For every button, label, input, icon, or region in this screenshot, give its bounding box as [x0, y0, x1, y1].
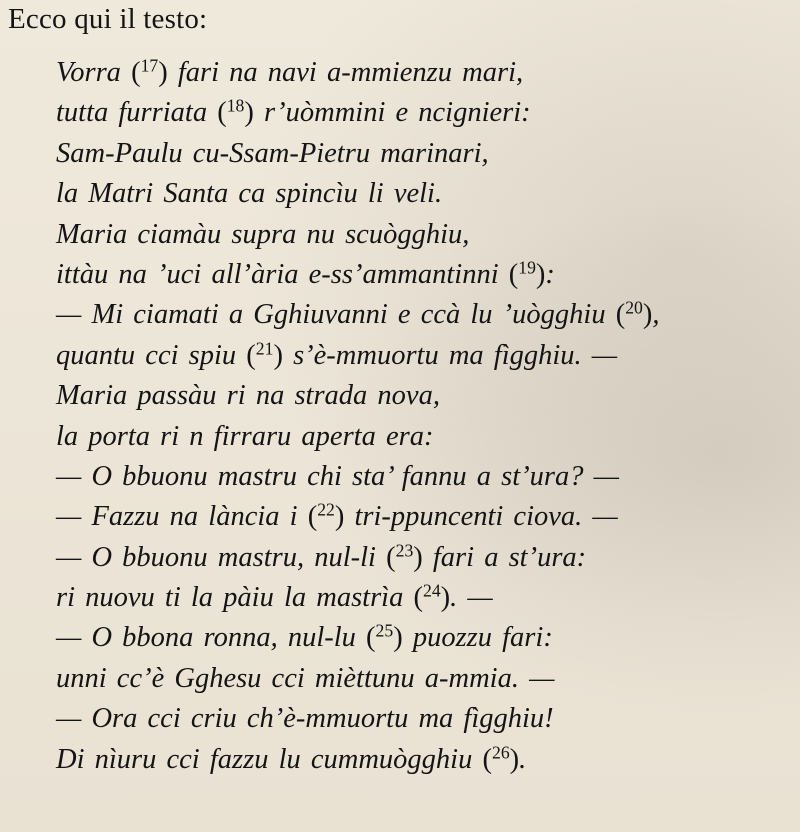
poem-line: — O bbuonu mastru, nul-li ($^{23}$) fari a st’ura: [56, 539, 587, 573]
poem-line-text-end: puozzu fari: [402, 622, 553, 654]
footnote-reference: 22 [317, 499, 335, 520]
poem-line [56, 457, 800, 497]
poem-line-text-end: fari a st’ura: [422, 541, 587, 573]
poem-line [56, 417, 800, 457]
footnote-reference: 24 [422, 580, 441, 601]
poem-line-text-end: s’è-mmuortu ma fìgghiu. — [282, 339, 618, 371]
poem-line-text: unni cc’è Gghesu cci mièttunu a-mmia. — [56, 662, 555, 694]
poem-line-text: — O bbuonu mastru, nul-li [56, 541, 387, 573]
poem-line-text: Maria passàu ri na strada nova, [56, 380, 440, 412]
poem-line-text: tutta furriata [56, 97, 218, 129]
footnote-reference: 26 [491, 741, 510, 762]
poem-line: — O bbona ronna, nul-lu ($^{25}$) puozzu fari: [56, 620, 553, 654]
poem-line [56, 699, 800, 739]
poem-line: ittàu na ’uci all’ària e-ss’ammantinni ($^{19}$): [56, 257, 555, 290]
poem-line: tutta furriata ($^{18}$) r’uòmmini e ncignieri: [56, 95, 531, 129]
poem-line: ri nuovu ti la pàiu la mastrìa ($^{24}$). — [56, 580, 493, 614]
poem-line-text: — Ora cci criu ch’è-mmuortu ma fìgghiu! [56, 703, 554, 735]
footnote-reference: 25 [375, 620, 394, 641]
intro-heading: Ecco qui il testo: [8, 3, 208, 35]
poem-line-text: Maria ciamàu supra nu scuògghiu, [56, 218, 470, 250]
poem-line-text: ittàu na ’uci all’ària e-ss’ammantinni [56, 258, 509, 290]
poem-line: Vorra ($^{17}$) fari na navi a-mmienzu mari, [56, 55, 524, 88]
poem-line-text-end: . [519, 743, 527, 775]
poem-line: — Mi ciamati a Gghiuvanni e ccà lu ’uògghiu ($^{20}$), [56, 297, 660, 331]
footnote-reference: 23 [395, 539, 414, 560]
poem-line [56, 134, 800, 174]
poem-line: — Fazzu na lància i ($^{22}$) tri-ppuncenti ciova. — [56, 499, 618, 533]
poem-line [56, 659, 800, 699]
poem-line-text-end: tri-ppuncenti ciova. — [344, 501, 618, 533]
poem-line-text-end: r’uòmmini e ncignieri: [253, 97, 531, 129]
poem-line [56, 376, 800, 416]
poem-line-text: la porta ri n firraru aperta era: [56, 420, 434, 452]
poem-line [56, 215, 800, 255]
poem-line-text: Di nìuru cci fazzu lu cummuògghiu [56, 743, 483, 775]
footnote-reference: 21 [255, 338, 274, 359]
footnote-reference: 19 [518, 257, 536, 278]
poem-line-text-end: : [545, 258, 555, 290]
poem-line [56, 174, 800, 214]
poem-line-text: Vorra [56, 57, 132, 88]
poem-line-text-end: fari na navi a-mmienzu mari, [167, 57, 524, 88]
poem-line-text: — Fazzu na lància i [56, 501, 308, 533]
poem-line: Di nìuru cci fazzu lu cummuògghiu ($^{26}$). [56, 741, 527, 775]
poem-line-text: — O bbuonu mastru chi sta’ fannu a st’ura? — [56, 460, 619, 492]
poem-line-text-end: . — [450, 582, 493, 614]
poem-line-text: ri nuovu ti la pàiu la mastrìa [56, 582, 414, 614]
poem-line-text: — O bbona ronna, nul-lu [56, 622, 367, 654]
poem-line-text: quantu cci spiu [56, 339, 247, 371]
poem-line-text: — Mi ciamati a Gghiuvanni e ccà lu ’uògghiu [56, 299, 616, 331]
poem-line-text: la Matri Santa ca spincìu li veli. [56, 178, 443, 210]
poem-line-text-end: , [652, 299, 660, 331]
poem-line-text: Sam-Paulu cu-Ssam-Pietru marinari, [56, 137, 489, 169]
poem [56, 53, 800, 780]
footnote-reference: 18 [226, 95, 245, 116]
poem-line: quantu cci spiu ($^{21}$) s’è-mmuortu ma fìgghiu. — [56, 338, 618, 371]
footnote-reference: 17 [140, 55, 159, 76]
footnote-reference: 20 [625, 297, 643, 318]
